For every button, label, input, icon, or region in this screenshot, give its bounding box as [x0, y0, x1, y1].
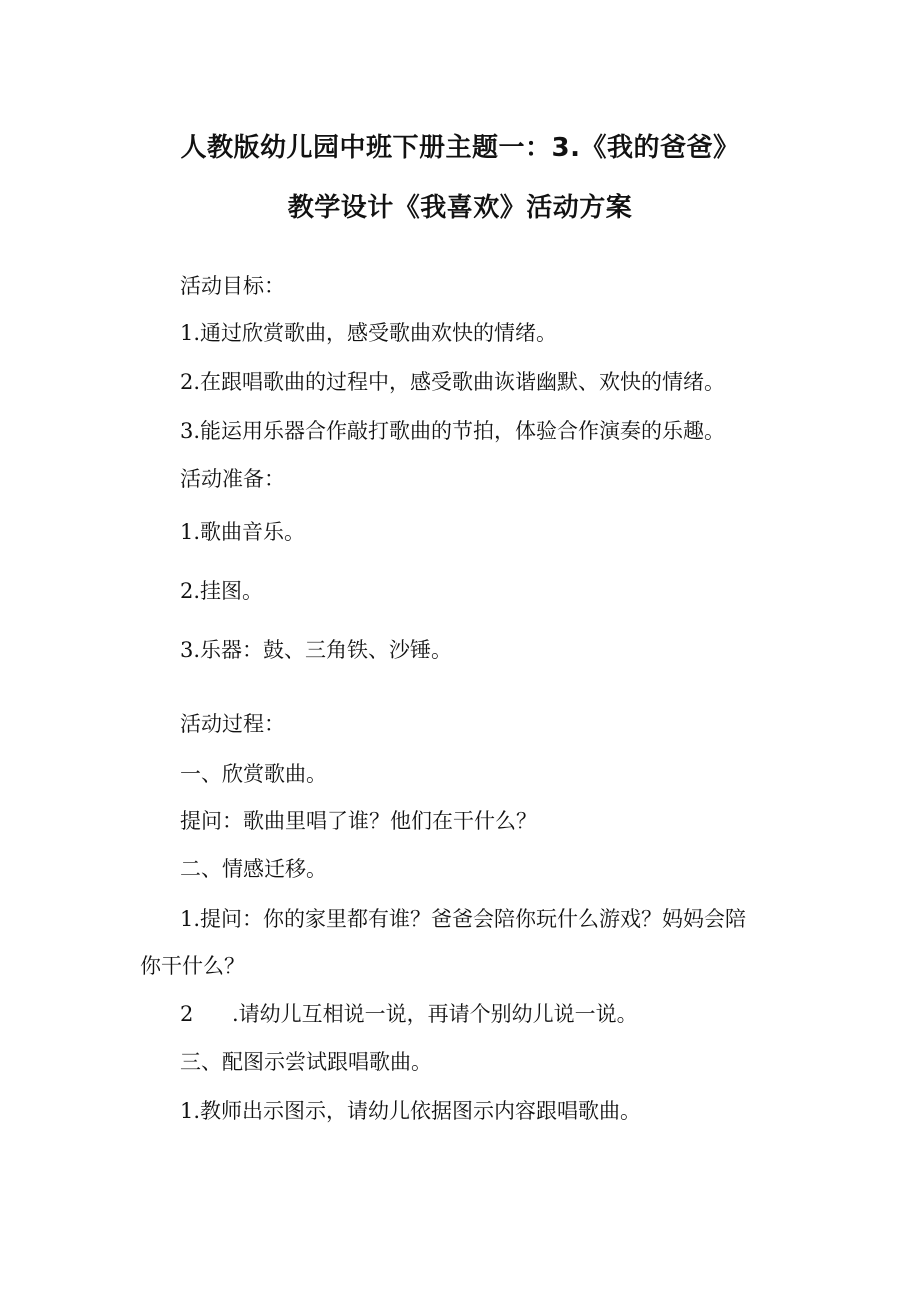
goal-item-3 — [180, 415, 725, 445]
goal-item-1 — [180, 317, 557, 347]
doc-title-line1: 人教版幼儿园中班下册主题一：3.《我的爸爸》 — [180, 133, 740, 163]
process-item-number: 2 — [180, 1002, 194, 1026]
process-question-1: 提问：歌曲里唱了谁？他们在干什么？ — [180, 809, 537, 833]
process-item-text: .教师出示图示，请幼儿依据图示内容跟唱歌曲。 — [193, 1099, 642, 1123]
process-item-2-1-continued: 你干什么？ — [140, 954, 245, 978]
prep-item-1 — [180, 516, 305, 546]
prep-item-3 — [180, 634, 452, 664]
prep-item-text: .歌曲音乐。 — [193, 520, 306, 544]
prep-item-number: 2 — [180, 579, 194, 603]
goal-item-2 — [180, 366, 725, 396]
prep-heading: 活动准备： — [180, 467, 285, 491]
doc-title-line2: 教学设计《我喜欢》活动方案 — [287, 193, 633, 223]
process-item-2-2 — [180, 998, 638, 1028]
prep-item-number: 3 — [180, 638, 194, 662]
process-item-3-1 — [180, 1095, 641, 1125]
goals-heading: 活动目标： — [180, 274, 285, 298]
process-item-2-1 — [180, 903, 746, 933]
prep-item-2 — [180, 575, 263, 605]
goal-item-number: 1 — [180, 321, 194, 345]
prep-item-number: 1 — [180, 520, 194, 544]
goal-item-number: 3 — [180, 419, 194, 443]
goal-item-text: .能运用乐器合作敲打歌曲的节拍，体验合作演奏的乐趣。 — [193, 419, 726, 443]
process-section-1: 一、欣赏歌曲。 — [180, 762, 327, 786]
process-item-number: 1 — [180, 907, 194, 931]
prep-item-text: .乐器：鼓、三角铁、沙锤。 — [193, 638, 453, 662]
process-heading: 活动过程： — [180, 712, 285, 736]
process-section-3: 三、配图示尝试跟唱歌曲。 — [180, 1050, 432, 1074]
process-section-2: 二、情感迁移。 — [180, 857, 327, 881]
process-item-text: .请幼儿互相说一说，再请个别幼儿说一说。 — [232, 1002, 638, 1026]
process-item-number: 1 — [180, 1099, 194, 1123]
goal-item-number: 2 — [180, 370, 194, 394]
goal-item-text: .通过欣赏歌曲，感受歌曲欢快的情绪。 — [193, 321, 558, 345]
process-item-text: .提问：你的家里都有谁？爸爸会陪你玩什么游戏？妈妈会陪 — [193, 907, 747, 931]
prep-item-text: .挂图。 — [193, 579, 264, 603]
goal-item-text: .在跟唱歌曲的过程中，感受歌曲诙谐幽默、欢快的情绪。 — [193, 370, 726, 394]
